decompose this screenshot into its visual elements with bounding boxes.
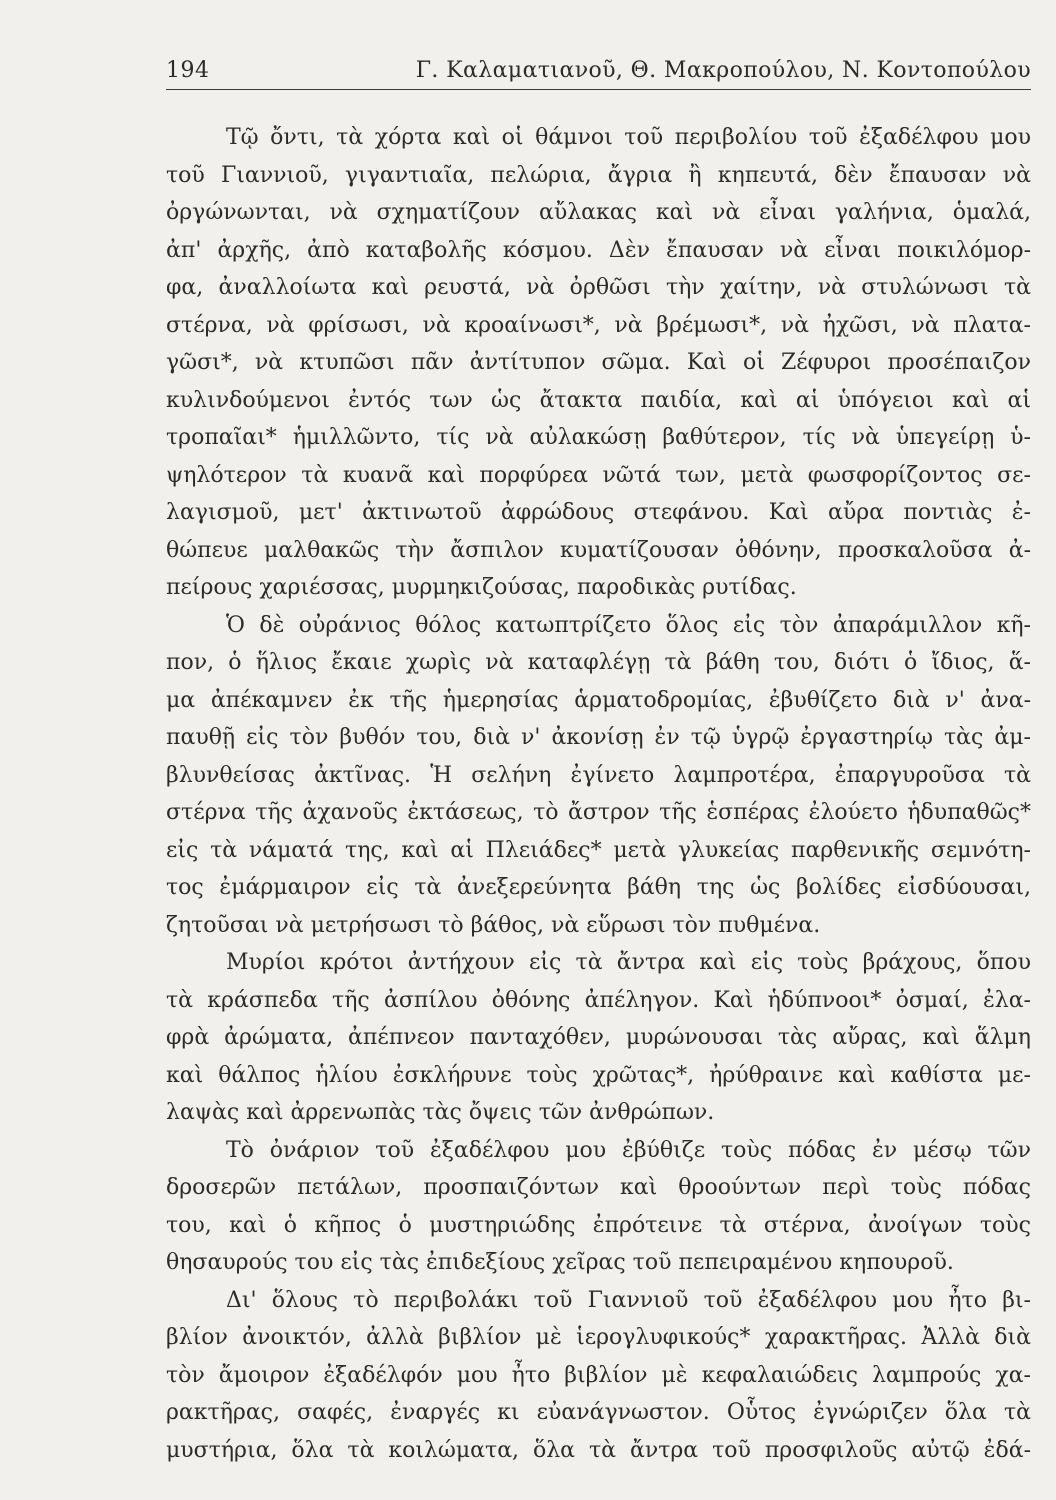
text-line: λαψὰς καὶ ἀρρενωπὰς τὰς ὄψεις τῶν ἀνθρώπων. — [166, 1100, 715, 1125]
text-line: τος ἐμάρμαιρον εἰς τὰ ἀνεξερεύνητα βάθη της ὡς βολίδες εἰσδύουσαι, — [166, 875, 1031, 900]
text-line: ψηλότερον τὰ κυανᾶ καὶ πορφύρεα νῶτά των, μετὰ φωσφορίζοντος σε- — [166, 462, 1031, 488]
text-line: πον, ὁ ἥλιος ἔκαιε χωρὶς νὰ καταφλέγῃ τὰ βάθη του, διότι ὁ ἴδιος, ἅ- — [166, 650, 1031, 675]
text-line: ρακτῆρας, σαφές, ἐναργές κι εὐανάγνωστον. Οὗτος ἐγνώριζεν ὅλα τὰ — [166, 1400, 1031, 1425]
text-line: του, καὶ ὁ κῆπος ὁ μυστηριώδης ἐπρότεινε τὰ στέρνα, ἀνοίγων τοὺς — [166, 1212, 1031, 1238]
text-line: ὀργώνωνται, νὰ σχηματίζουν αὔλακας καὶ νὰ εἶναι γαλήνια, ὁμαλά, — [166, 200, 1031, 225]
text-line: τὰ κράσπεδα τῆς ἀσπίλου ὀθόνης ἀπέληγον. Καὶ ἡδύπνοοι* ὀσμαί, ἐλα- — [166, 987, 1031, 1013]
running-head-authors: Γ. Καλαματιανοῦ, Θ. Μακροπούλου, Ν. Κοντοπούλου — [415, 58, 1031, 83]
text-line: λαγισμοῦ, μετ' ἀκτινωτοῦ ἀφρώδους στεφάνου. Καὶ αὔρα ποντιὰς ἐ- — [166, 500, 1031, 525]
page-number: 194 — [166, 58, 210, 83]
text-line: μυστήρια, ὅλα τὰ κοιλώματα, ὅλα τὰ ἄντρα τοῦ προσφιλοῦς αὐτῷ ἐδά- — [166, 1437, 1031, 1463]
text-line: γῶσι*, νὰ κτυπῶσι πᾶν ἀντίτυπον σῶμα. Καὶ οἱ Ζέφυροι προσέπαιζον — [166, 350, 1031, 375]
text-line: Δι' ὅλους τὸ περιβολάκι τοῦ Γιαννιοῦ τοῦ ἐξαδέλφου μου ἦτο βι- — [226, 1287, 1031, 1313]
text-line: Μυρίοι κρότοι ἀντήχουν εἰς τὰ ἄντρα καὶ εἰς τοὺς βράχους, ὅπου — [226, 950, 1031, 975]
header-rule — [166, 89, 1031, 90]
text-line: εἰς τὰ νάματά της, καὶ αἱ Πλειάδες* μετὰ γλυκείας παρθενικῆς σεμνότη- — [166, 837, 1031, 863]
text-line: τροπαῖαι* ἡμιλλῶντο, τίς νὰ αὐλακώσῃ βαθύτερον, τίς νὰ ὑπεγείρῃ ὑ- — [166, 425, 1031, 450]
text-line: θησαυρούς του εἰς τὰς ἐπιδεξίους χεῖρας τοῦ πεπειραμένου κηπουροῦ. — [166, 1250, 954, 1275]
text-line: θώπευε μαλθακῶς τὴν ἄσπιλον κυματίζουσαν ὀθόνην, προσκαλοῦσα ἀ- — [166, 537, 1031, 563]
text-line: Ὁ δὲ οὐράνιος θόλος κατωπτρίζετο ὅλος εἰς τὸν ἀπαράμιλλον κῆ- — [226, 612, 1031, 638]
text-line: ζητοῦσαι νὰ μετρήσωσι τὸ βάθος, νὰ εὕρωσι τὸν πυθμένα. — [166, 912, 821, 938]
text-line: Τὸ ὀνάριον τοῦ ἐξαδέλφου μου ἐβύθιζε τοὺς πόδας ἐν μέσῳ τῶν — [226, 1137, 1031, 1163]
text-line: βλυνθείσας ἀκτῖνας. Ἡ σελήνη ἐγίνετο λαμπροτέρα, ἐπαργυροῦσα τὰ — [166, 762, 1031, 788]
text-line: τὸν ἄμοιρον ἐξαδέλφόν μου ἦτο βιβλίον μὲ κεφαλαιώδεις λαμπρούς χα- — [166, 1362, 1031, 1388]
text-line: ἀπ' ἀρχῆς, ἀπὸ καταβολῆς κόσμου. Δὲν ἔπαυσαν νὰ εἶναι ποικιλόμορ- — [166, 237, 1031, 263]
text-line: παυθῇ εἰς τὸν βυθόν του, διὰ ν' ἀκονίσῃ ἐν τῷ ὑγρῷ ἐργαστηρίῳ τὰς ἀμ- — [166, 725, 1031, 750]
text-line: στέρνα, νὰ φρίσωσι, νὰ κροαίνωσι*, νὰ βρέμωσι*, νὰ ἠχῶσι, νὰ πλατα- — [166, 312, 1031, 338]
text-line: βλίον ἀνοικτόν, ἀλλὰ βιβλίον μὲ ἱερογλυφικούς* χαρακτῆρας. Ἀλλὰ διὰ — [166, 1325, 1031, 1350]
text-line: κυλινδούμενοι ἐντός των ὡς ἄτακτα παιδία, καὶ αἱ ὑπόγειοι καὶ αἱ — [166, 387, 1031, 413]
text-line: μα ἀπέκαμνεν ἐκ τῆς ἡμερησίας ἁρματοδρομίας, ἐβυθίζετο διὰ ν' ἀνα- — [166, 687, 1031, 713]
body-text — [166, 119, 1031, 1469]
text-line: τοῦ Γιαννιοῦ, γιγαντιαῖα, πελώρια, ἄγρια ἢ κηπευτά, δὲν ἔπαυσαν νὰ — [166, 162, 1031, 188]
text-line: φα, ἀναλλοίωτα καὶ ρευστά, νὰ ὀρθῶσι τὴν χαίτην, νὰ στυλώνωσι τὰ — [166, 275, 1031, 300]
text-line: δροσερῶν πετάλων, προσπαιζόντων καὶ θροούντων περὶ τοὺς πόδας — [166, 1175, 1031, 1200]
text-line: φρὰ ἀρώματα, ἀπέπνεον πανταχόθεν, μυρώνουσαι τὰς αὔρας, καὶ ἅλμη — [166, 1025, 1031, 1050]
text-line: καὶ θάλπος ἡλίου ἐσκλήρυνε τοὺς χρῶτας*, ἠρύθραινε καὶ καθίστα με- — [166, 1062, 1031, 1088]
text-line: Τῷ ὄντι, τὰ χόρτα καὶ οἱ θάμνοι τοῦ περιβολίου τοῦ ἐξαδέλφου μου — [226, 125, 1031, 150]
page-header — [166, 52, 1031, 86]
text-line: στέρνα τῆς ἀχανοῦς ἐκτάσεως, τὸ ἄστρον τῆς ἑσπέρας ἐλούετο ἡδυπαθῶς* — [166, 800, 1031, 825]
text-line: πείρους χαριέσσας, μυρμηκιζούσας, παροδικὰς ρυτίδας. — [166, 575, 797, 600]
